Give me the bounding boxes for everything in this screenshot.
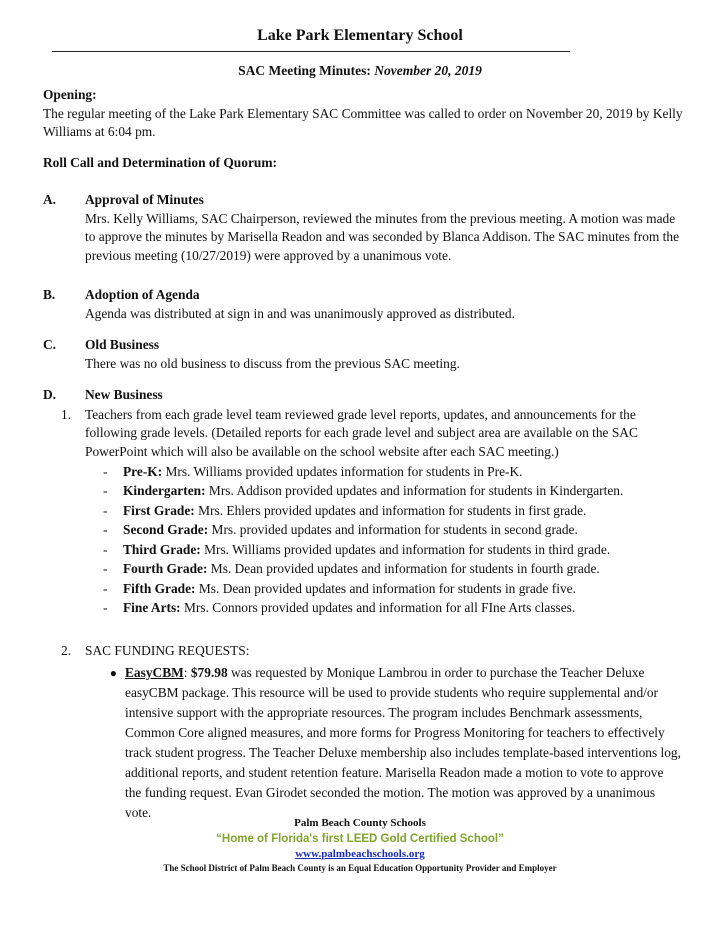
section-heading: Adoption of Agenda: [85, 287, 200, 302]
section-letter: C.: [43, 337, 57, 352]
list-item: [85, 579, 683, 599]
section-text: Agenda was distributed at sign in and was unanimously approved as distributed.: [85, 305, 515, 321]
dash-bullet: -: [103, 463, 108, 479]
page-footer: [0, 816, 720, 875]
grade-label: Kindergarten:: [123, 483, 206, 498]
grade-label: Fourth Grade:: [123, 561, 208, 576]
section-adoption-of-agenda: [43, 286, 683, 323]
grade-label: Fifth Grade:: [123, 580, 196, 596]
section-heading: New Business: [85, 387, 163, 402]
new-business-item-2: [43, 642, 683, 661]
list-item: [85, 599, 683, 619]
section-old-business: [43, 336, 683, 373]
list-item: [85, 462, 683, 482]
grade-label: Second Grade:: [123, 522, 209, 537]
dash-bullet: -: [103, 600, 108, 615]
footer-org: Palm Beach County Schools: [294, 817, 426, 829]
request-name: EasyCBM: [125, 664, 184, 680]
dash-bullet: -: [103, 580, 108, 596]
item-text: Teachers from each grade level team reviewed grade level reports, updates, and announcements for the following grade levels. (Detailed reports for each grade level and subject area are available on the SAC PowerPoint which will also be available on the school website after each SAC meeting.): [85, 406, 638, 459]
page-title: Lake Park Elementary School: [257, 27, 463, 44]
list-item: [85, 521, 683, 541]
grade-text: Mrs. Williams provided updates and information for students in third grade.: [200, 541, 611, 557]
section-approval-of-minutes: [43, 191, 683, 265]
grade-label: Pre-K:: [123, 463, 163, 479]
section-text: Mrs. Kelly Williams, SAC Chairperson, reviewed the minutes from the previous meeting. A motion was made to approve the minutes by Marisella Readon and was seconded by Blanca Addison. The SAC minutes from the previous meeting (10/27/2019) were approved by a unanimous vote.: [85, 210, 680, 263]
section-text: There was no old business to discuss from the previous SAC meeting.: [85, 355, 460, 371]
meeting-date: November 20, 2019: [374, 63, 482, 78]
grade-text: Ms. Dean provided updates and information for students in fourth grade.: [207, 561, 600, 576]
list-item: [85, 540, 683, 560]
section-heading: Approval of Minutes: [85, 192, 204, 207]
footer-tagline: “Home of Florida's first LEED Gold Certified School”: [216, 833, 504, 845]
grade-report-list: [85, 462, 683, 618]
title-divider: [52, 51, 570, 52]
opening-heading: Opening:: [43, 87, 97, 102]
section-letter: A.: [43, 192, 57, 207]
footer-disclaimer: The School District of Palm Beach County is an Equal Education Opportunity Provider and Employer: [163, 863, 557, 873]
grade-label: Third Grade:: [123, 541, 201, 557]
section-new-business: [43, 386, 683, 405]
request-amount: $79.98: [190, 664, 228, 680]
roll-call-heading: Roll Call and Determination of Quorum:: [43, 154, 277, 170]
new-business-item-1: [43, 406, 683, 619]
section-letter: D.: [43, 387, 57, 402]
minutes-body: [43, 86, 683, 823]
dash-bullet: -: [103, 483, 108, 498]
list-item: [85, 501, 683, 521]
grade-text: Ms. Dean provided updates and information for students in grade five.: [195, 580, 576, 596]
footer-website-link[interactable]: www.palmbeachschools.org: [295, 848, 425, 860]
grade-text: Mrs. Addison provided updates and information for students in Kindergarten.: [205, 483, 624, 498]
dash-bullet: -: [103, 561, 108, 576]
request-text: was requested by Monique Lambrou in order to purchase the Teacher Deluxe easyCBM package. This resource will be used to provide students who require supplemental and/or intensive support with the appropriate resources. The program includes Benchmark assessments, Common Core aligned measures, and more forms for Progress Monitoring for teachers to effectively track student progress. The Teacher Deluxe membership also includes template-based interventions log, additional reports, and student retention feature. Marisella Readon made a motion to vote to approve the funding request. Evan Girodet seconded the motion. The motion was approved by a unanimous vote.: [125, 664, 681, 820]
list-item: [85, 482, 683, 502]
grade-text: Mrs. Connors provided updates and information for all FIne Arts classes.: [180, 600, 576, 615]
opening-text: The regular meeting of the Lake Park Elementary SAC Committee was called to order on November 20, 2019 by Kelly Williams at 6:04 pm.: [43, 105, 683, 139]
grade-text: Mrs. Ehlers provided updates and information for students in first grade.: [194, 502, 587, 518]
funding-request-item: ● EasyCBM: $79.98 was requested by Monique Lambrou in order to purchase the Teacher Deluxe easyCBM package. This resource will be used to provide students who require supplemental and/or intensive support with the appropriate resources. The program includes Benchmark assessments, Common Core aligned measures, and more forms for Progress Monitoring for teachers to effectively track student progress. The Teacher Deluxe membership also includes template-based interventions log, additional reports, and student retention feature. Marisella Readon made a motion to vote to approve the funding request. Evan Girodet seconded the motion. The motion was approved by a unanimous vote.: [43, 663, 683, 823]
grade-text: Mrs. provided updates and information for students in second grade.: [208, 522, 578, 537]
grade-label: First Grade:: [123, 502, 195, 518]
item-heading: SAC FUNDING REQUESTS:: [85, 643, 250, 658]
section-letter: B.: [43, 287, 56, 302]
item-number: 2.: [61, 643, 72, 658]
bullet-dot: ●: [109, 665, 117, 680]
meeting-label: SAC Meeting Minutes:: [238, 63, 371, 78]
dash-bullet: -: [103, 522, 108, 537]
meeting-subtitle: [0, 63, 720, 79]
dash-bullet: -: [103, 502, 108, 518]
item-number: 1.: [61, 406, 72, 422]
grade-text: Mrs. Williams provided updates information for students in Pre-K.: [162, 463, 523, 479]
section-heading: Old Business: [85, 337, 160, 352]
grade-label: Fine Arts:: [123, 600, 181, 615]
dash-bullet: -: [103, 541, 108, 557]
list-item: [85, 560, 683, 580]
